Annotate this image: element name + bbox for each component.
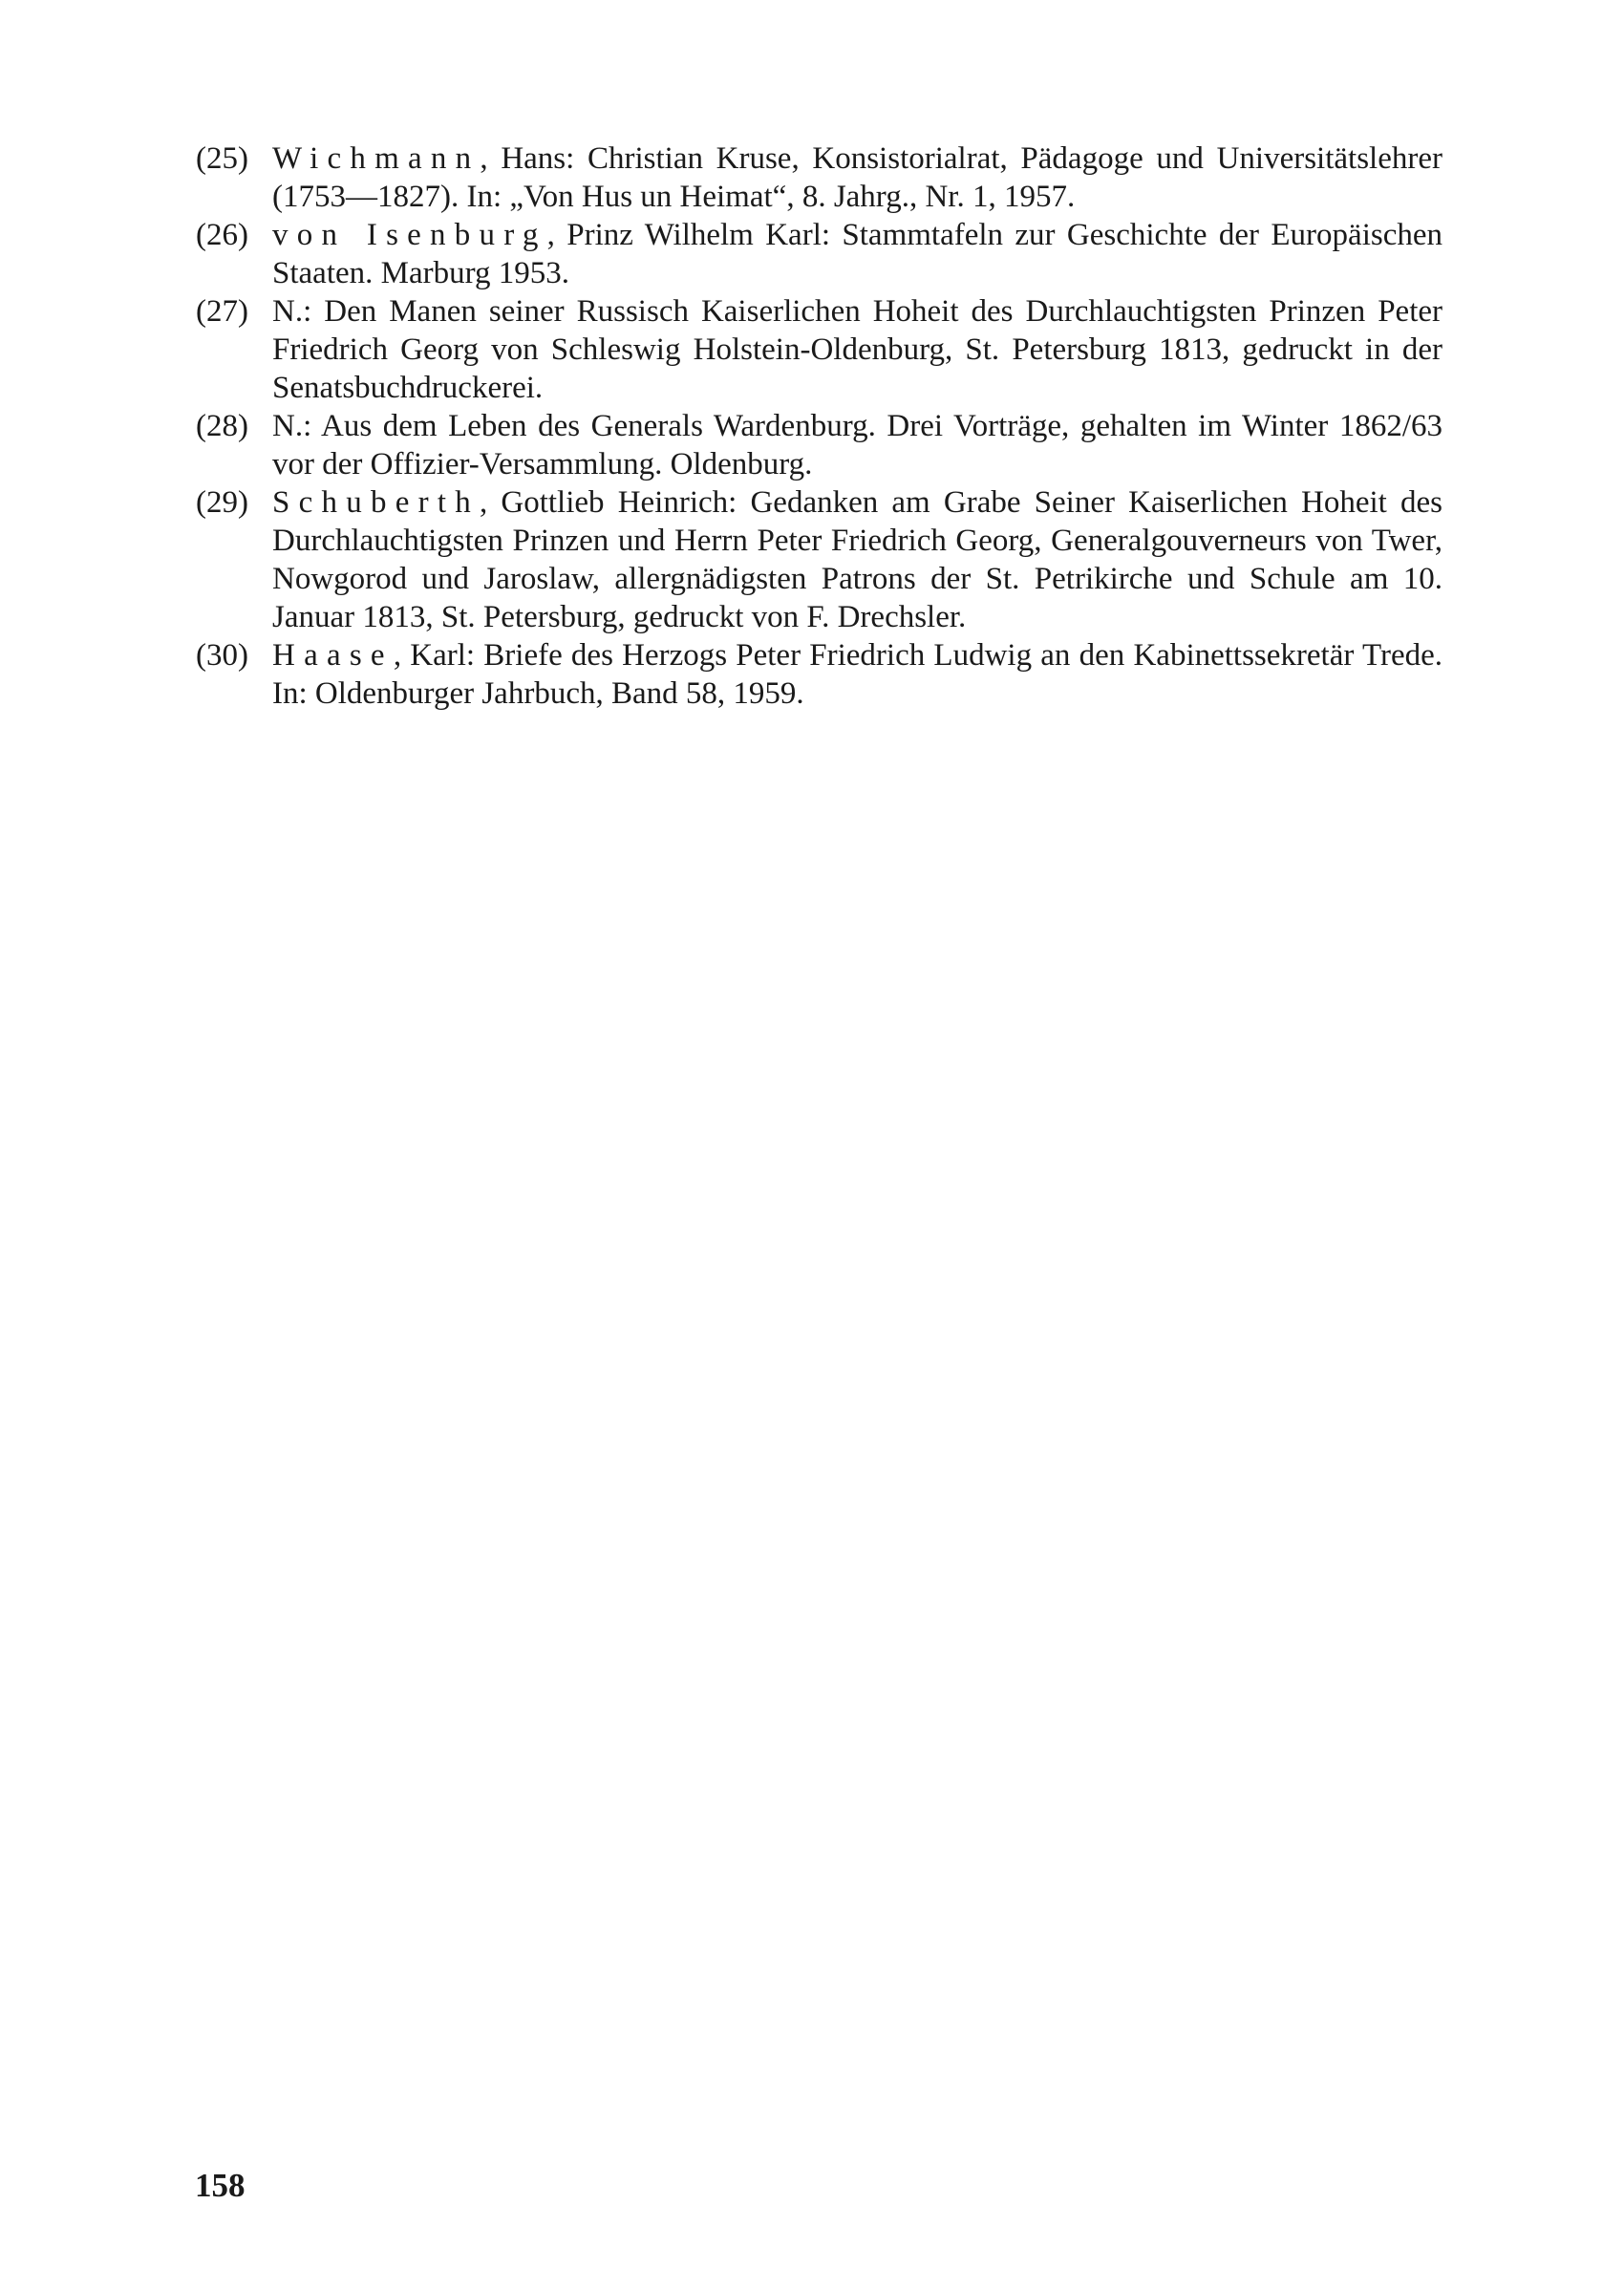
reference-list	[196, 139, 1442, 713]
reference-author: Wichmann	[272, 141, 481, 176]
page-number: 158	[195, 2167, 246, 2204]
reference-text: N.: Aus dem Leben des Generals Wardenburg. Drei Vorträge, gehalten im Winter 1862/63 vor der Offizier-Versammlung. Oldenburg.	[272, 409, 1442, 482]
reference-item	[196, 483, 1442, 636]
reference-number: (27)	[196, 294, 248, 329]
reference-number: (25)	[196, 141, 248, 176]
reference-author: Haase	[272, 638, 394, 673]
reference-text: , Prinz Wilhelm Karl: Stammtafeln zur Geschichte der Europäischen Staaten. Marburg 1953.	[272, 218, 1442, 290]
reference-number: (26)	[196, 218, 248, 252]
reference-text: , Karl: Briefe des Herzogs Peter Friedrich Ludwig an den Kabinettssekretär Trede. In: Oldenburger Jahrbuch, Band 58, 1959.	[272, 638, 1442, 711]
reference-item	[196, 407, 1442, 483]
reference-text: , Gottlieb Heinrich: Gedanken am Grabe Seiner Kaiserlichen Hoheit des Durchlauchtigsten Prinzen und Herrn Peter Friedrich Georg, Generalgouverneurs von Twer, Nowgorod und Jaroslaw, allergnädigsten Patrons der St. Petrikirche und Schule am 10. Januar 1813, St. Petersburg, gedruckt von F. Drechsler.	[272, 485, 1442, 634]
reference-item	[196, 636, 1442, 713]
reference-item	[196, 216, 1442, 292]
reference-text: N.: Den Manen seiner Russisch Kaiserlichen Hoheit des Durchlauchtigsten Prinzen Peter Friedrich Georg von Schleswig Holstein-Oldenburg, St. Petersburg 1813, gedruckt in der Senatsbuchdruckerei.	[272, 294, 1442, 405]
reference-number: (28)	[196, 409, 248, 443]
reference-author: Schuberth	[272, 485, 480, 520]
reference-number: (30)	[196, 638, 248, 673]
reference-item	[196, 292, 1442, 407]
reference-number: (29)	[196, 485, 248, 520]
reference-author: von Isenburg	[272, 218, 547, 252]
reference-item	[196, 139, 1442, 216]
reference-text: , Hans: Christian Kruse, Konsistorialrat, Pädagoge und Universitätslehrer (1753—1827). In: „Von Hus un Heimat“, 8. Jahrg., Nr. 1, 1957.	[272, 141, 1442, 214]
